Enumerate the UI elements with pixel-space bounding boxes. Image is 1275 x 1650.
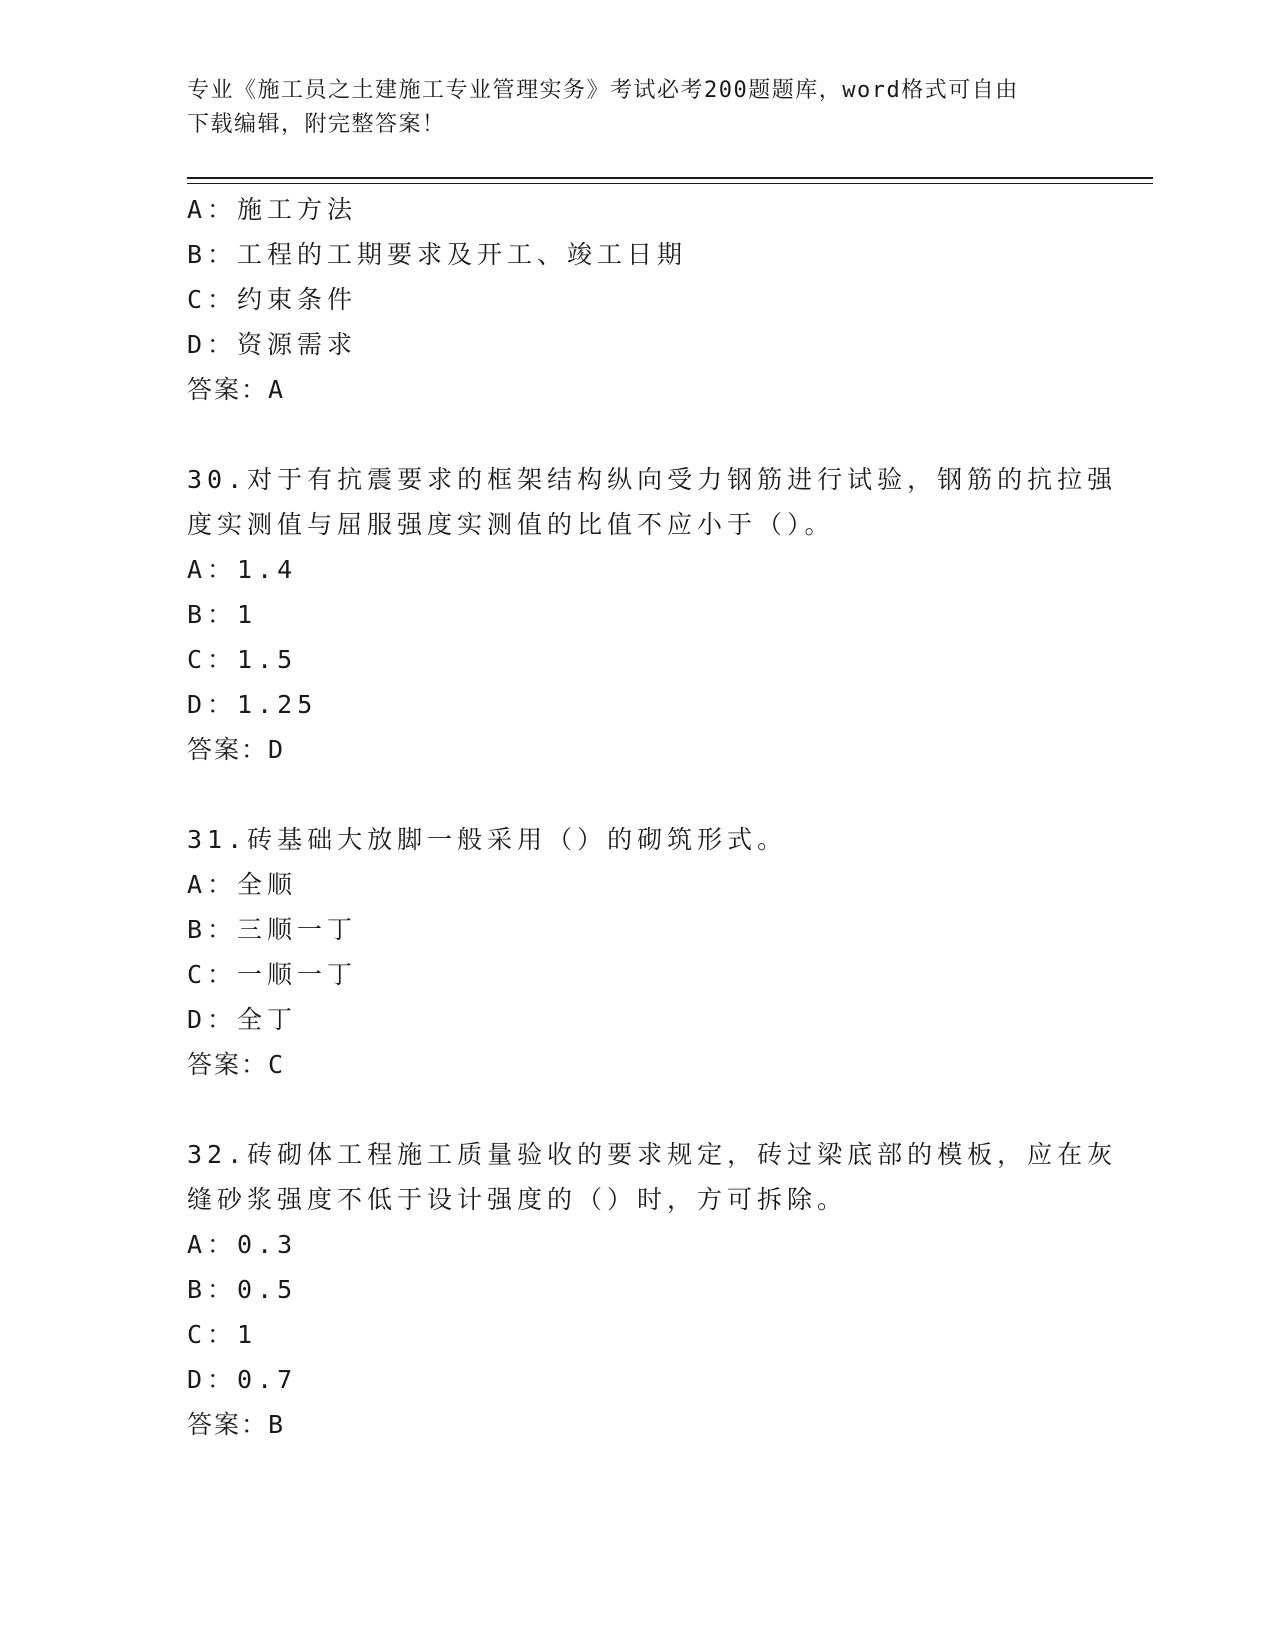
question-stem: 31.砖基础大放脚一般采用（）的砌筑形式。 <box>187 825 788 854</box>
option-b: B：工程的工期要求及开工、竣工日期 <box>187 240 688 269</box>
option-c: C：约束条件 <box>187 285 358 314</box>
question-stem: 32.砖砌体工程施工质量验收的要求规定，砖过梁底部的模板，应在灰 <box>187 1140 1118 1169</box>
header-line-2: 下载编辑，附完整答案！ <box>187 112 446 137</box>
option-a: A：0.3 <box>187 1230 298 1259</box>
option-d: D：全丁 <box>187 1005 298 1034</box>
answer: 答案：C <box>187 1050 286 1079</box>
question-stem: 度实测值与屈服强度实测值的比值不应小于（）。 <box>187 510 835 539</box>
header-line-1: 专业《施工员之土建施工专业管理实务》考试必考200题题库，word格式可自由 <box>187 78 1019 103</box>
question-stem: 缝砂浆强度不低于设计强度的（）时，方可拆除。 <box>187 1185 848 1214</box>
option-c: C：1 <box>187 1320 258 1349</box>
header-rule-thick <box>187 177 1153 179</box>
answer: 答案：D <box>187 735 286 764</box>
option-b: B：0.5 <box>187 1275 298 1304</box>
answer: 答案：B <box>187 1410 286 1439</box>
document-header <box>187 74 1067 142</box>
question-stem: 30.对于有抗震要求的框架结构纵向受力钢筋进行试验，钢筋的抗拉强 <box>187 465 1118 494</box>
option-d: D：0.7 <box>187 1365 298 1394</box>
option-b: B：1 <box>187 600 258 629</box>
option-c: C：1.5 <box>187 645 298 674</box>
option-a: A：全顺 <box>187 870 298 899</box>
answer: 答案：A <box>187 375 286 404</box>
option-b: B：三顺一丁 <box>187 915 358 944</box>
header-rule-thin <box>187 183 1153 184</box>
option-d: D：1.25 <box>187 690 318 719</box>
option-d: D：资源需求 <box>187 330 358 359</box>
option-c: C：一顺一丁 <box>187 960 358 989</box>
option-a: A：1.4 <box>187 555 298 584</box>
option-a: A：施工方法 <box>187 195 358 224</box>
